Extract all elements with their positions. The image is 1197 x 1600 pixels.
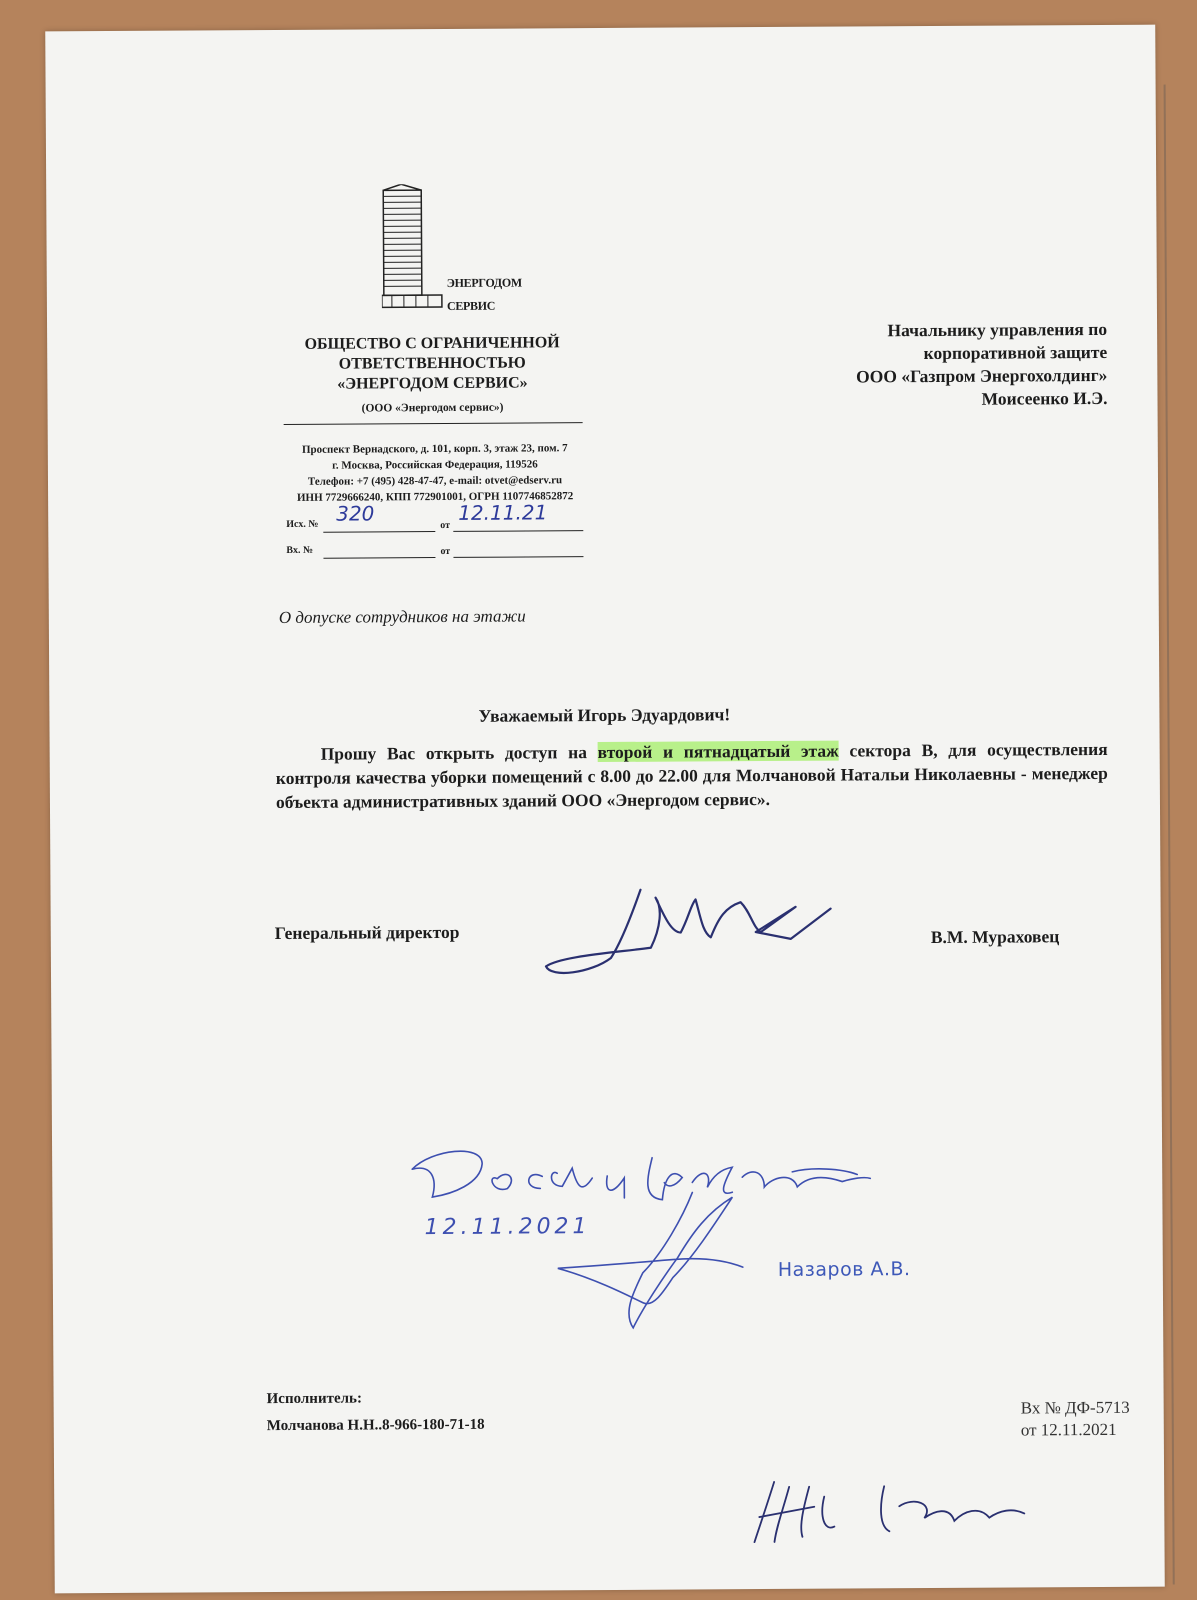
outgoing-date-label: от bbox=[440, 519, 451, 532]
outgoing-number-value: 320 bbox=[336, 501, 375, 526]
addressee-line4: Моисеенко И.Э. bbox=[981, 387, 1108, 409]
address-line4: ИНН 7729666240, КПП 772901001, ОГРН 1107746852872 bbox=[296, 490, 574, 504]
address-line1: Проспект Вернадского, д. 101, корп. 3, этаж 23, пом. 7 bbox=[301, 442, 568, 456]
address-line2: г. Москва, Российская Федерация, 119526 bbox=[332, 458, 538, 472]
outgoing-date-value: 12.11.21 bbox=[458, 500, 548, 525]
signer-name: В.М. Мураховец bbox=[930, 926, 1060, 948]
addressee-line2: корпоративной защите bbox=[923, 341, 1108, 364]
address-line3: Телефон: +7 (495) 428-47-47, e-mail: otvet@edserv.ru bbox=[307, 474, 563, 488]
executor-label: Исполнитель: bbox=[266, 1390, 362, 1408]
receipt-signature bbox=[754, 1480, 1024, 1542]
incoming-number: Вх № ДФ-5713 bbox=[1020, 1397, 1130, 1418]
executor-block bbox=[267, 1385, 485, 1440]
org-line2: ОТВЕТСТВЕННОСТЬЮ bbox=[338, 354, 526, 373]
logo-text-line2: СЕРВИС bbox=[446, 298, 496, 313]
org-line1: ОБЩЕСТВО С ОГРАНИЧЕННОЙ bbox=[304, 334, 560, 353]
body-text-end: сектора В, для осуществления контроля качества уборки помещений с 8.00 до 22.00 для Молчановой Натальи Николаевны - менеджер объекта административных зданий ООО «Энергодом сервис». bbox=[275, 738, 1108, 813]
incoming-date-label: от bbox=[440, 545, 451, 558]
org-line3: «ЭНЕРГОДОМ СЕРВИС» bbox=[337, 374, 528, 393]
executor-contact: Молчанова Н.Н..8-966-180-71-18 bbox=[266, 1416, 485, 1435]
logo-text-line1: ЭНЕРГОДОМ bbox=[446, 275, 522, 290]
letter-subject: О допуске сотрудников на этажи bbox=[278, 606, 526, 627]
highlighted-text: второй и пятнадцатый этаж bbox=[597, 740, 839, 763]
addressee-line3: ООО «Газпром Энергохолдинг» bbox=[856, 364, 1108, 387]
salutation: Уважаемый Игорь Эдуардович! bbox=[478, 704, 731, 726]
document-page bbox=[45, 25, 1165, 1594]
resolution-signature bbox=[557, 1192, 743, 1328]
outgoing-number-label: Исх. № bbox=[286, 518, 319, 530]
addressee-line1: Начальнику управления по bbox=[887, 318, 1108, 341]
handwriting-layer bbox=[45, 25, 1165, 1594]
director-signature bbox=[545, 889, 830, 973]
body-text-start: Прошу Вас открыть доступ на bbox=[320, 742, 598, 764]
resolution-date: 12.11.2021 bbox=[424, 1214, 591, 1241]
incoming-number-label: Вх. № bbox=[286, 544, 314, 556]
approver-stamp-name: Назаров А.В. bbox=[777, 1258, 911, 1281]
paper-edge-shadow bbox=[1164, 85, 1175, 1585]
signer-position: Генеральный директор bbox=[274, 921, 460, 944]
incoming-registration bbox=[1021, 1397, 1130, 1442]
org-short-name: (ООО «Энергодом сервис») bbox=[361, 401, 504, 415]
incoming-date: от 12.11.2021 bbox=[1020, 1419, 1117, 1440]
resolution-handwriting bbox=[412, 1149, 870, 1202]
